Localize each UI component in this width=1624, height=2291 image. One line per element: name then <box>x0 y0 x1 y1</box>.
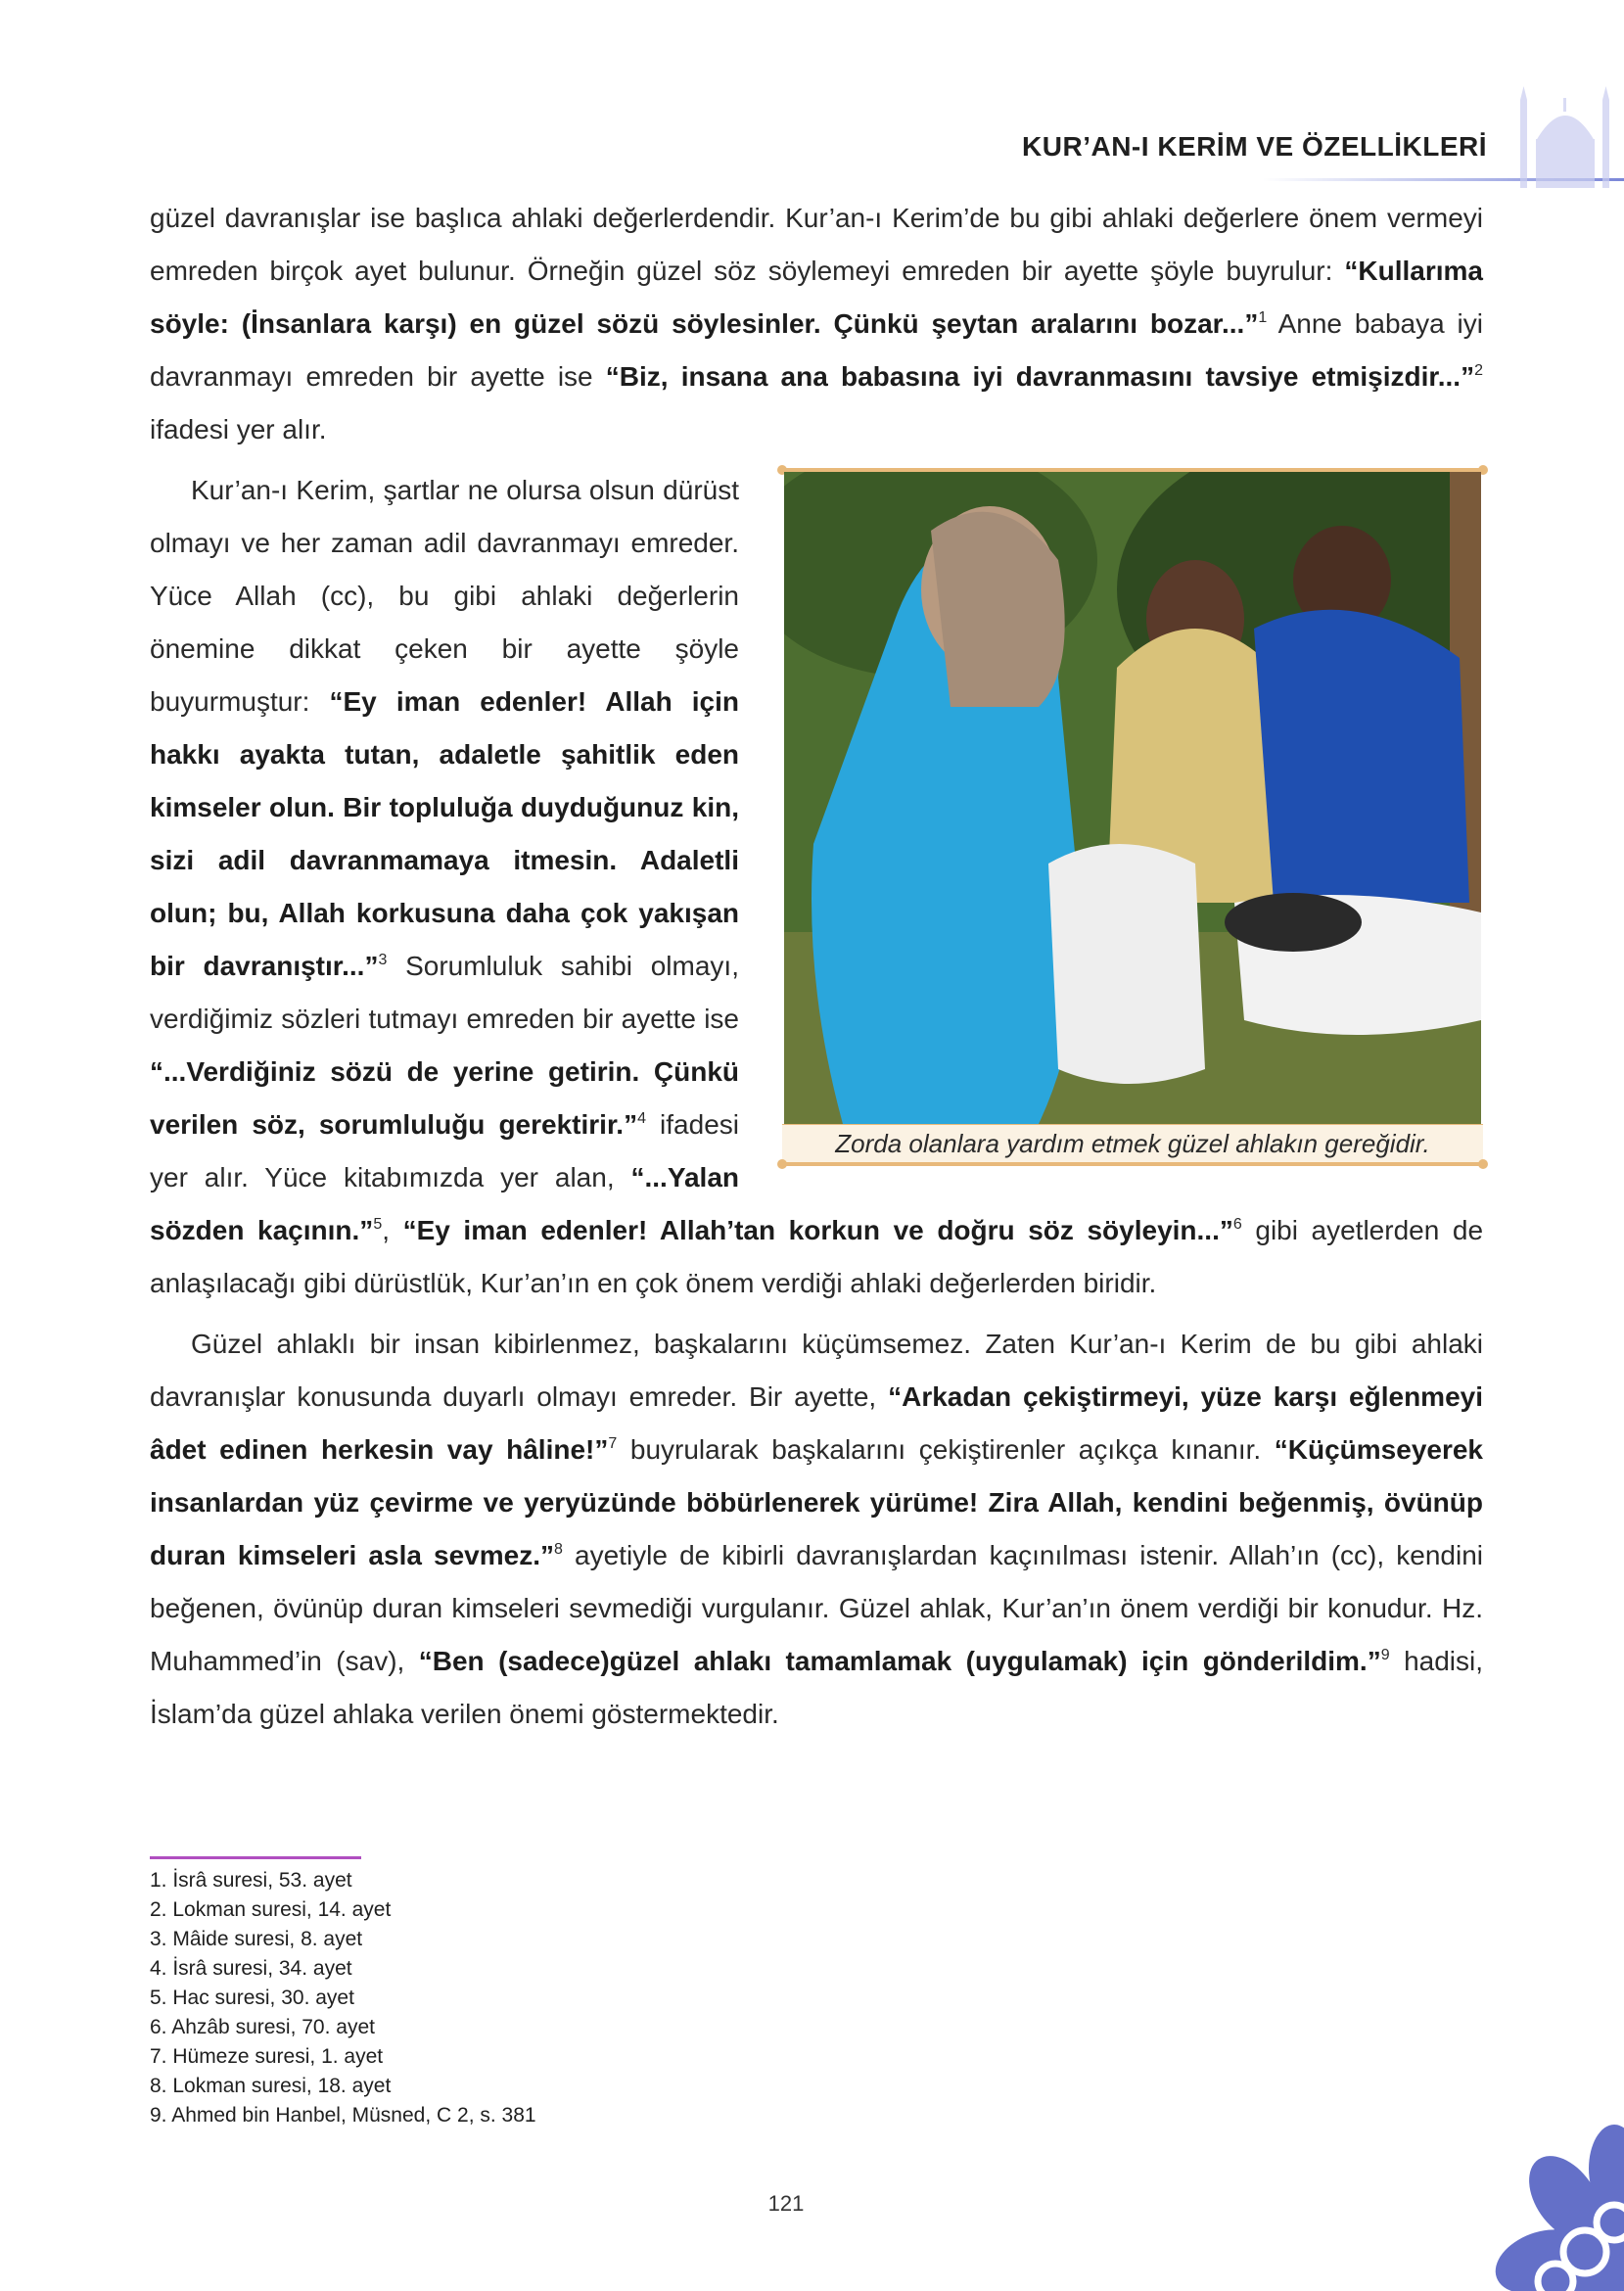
quote-7: “Arkadan çekiştirmeyi, yüze karşı eğlenmeyi âdet edinen herkesin vay hâline!” <box>150 1381 1483 1465</box>
quote-4: “...Verdiğiniz sözü de yerine getirin. Çünkü verilen söz, sorumluluğu gerektirir.” <box>150 1056 739 1140</box>
footnotes <box>150 1866 536 2130</box>
quote-5: “...Yalan sözden kaçının.” <box>150 1162 739 1245</box>
footnote-ref-7[interactable]: 7 <box>608 1435 618 1452</box>
quote-1: “Kullarıma söyle: (İnsanlara karşı) en güzel sözü söylesinler. Çünkü şeytan aralarını bozar...” <box>150 256 1483 339</box>
footnote-ref-1[interactable]: 1 <box>1258 309 1268 326</box>
photo <box>784 472 1481 1124</box>
footnote-item: 9. Ahmed bin Hanbel, Müsned, C 2, s. 381 <box>150 2104 536 2127</box>
figure-caption: Zorda olanlara yardım etmek güzel ahlakın gereğidir. <box>782 1124 1483 1162</box>
quote-6: “Ey iman edenler! Allah’tan korkun ve doğru söz söyleyin...” <box>402 1215 1233 1245</box>
footnote-ref-4[interactable]: 4 <box>637 1110 646 1127</box>
quote-2: “Biz, insana ana babasına iyi davranmasını tavsiye etmişizdir...” <box>605 361 1475 392</box>
photo-illustration <box>784 472 1481 1124</box>
footnote-item: 7. Hümeze suresi, 1. ayet <box>150 2045 384 2068</box>
figure <box>782 468 1483 1166</box>
footnote-rule <box>150 1856 361 1859</box>
footnote-item: 1. İsrâ suresi, 53. ayet <box>150 1869 352 1892</box>
footnote-item: 4. İsrâ suresi, 34. ayet <box>150 1957 352 1980</box>
corner-dot <box>1478 1159 1488 1169</box>
mosque-silhouette-icon <box>1507 80 1624 188</box>
footnote-ref-6[interactable]: 6 <box>1232 1216 1242 1233</box>
chapter-title: KUR’AN-I KERİM VE ÖZELLİKLERİ <box>1022 131 1487 162</box>
footnote-ref-3[interactable]: 3 <box>378 952 388 968</box>
footnote-ref-9[interactable]: 9 <box>1380 1647 1390 1663</box>
footnote-item: 3. Mâide suresi, 8. ayet <box>150 1928 363 1950</box>
paragraph-1: güzel davranışlar ise başlıca ahlaki değerlerdendir. Kur’an-ı Kerim’de bu gibi ahlaki değerlere önem vermeyi emreden birçok ayet bulunur. Örneğin güzel söz söylemeyi emreden bir ayette şöyle buyrulur: “Kullarıma söyle: (İnsanlara karşı) en güzel sözü söylesinler. Çünkü şeytan aralarını bozar...”$^1$ Anne babaya iyi davranmayı emreden bir ayette ise “Biz, insana ana babasına iyi davranmasını tavsiye etmişizdir...”$^2$ ifadesi yer alır. <box>150 203 1483 444</box>
decorative-flower-icon <box>1448 2115 1624 2291</box>
quote-3: “Ey iman edenler! Allah için hakkı ayakta tutan, adaletle şahitlik eden kimseler olun. Bir topluluğa duyduğunuz kin, sizi adil davranmamaya itmesin. Adaletli olun; bu, Allah korkusuna daha çok yakışan bir davranıştır...” <box>150 686 740 981</box>
footnote-item: 5. Hac suresi, 30. ayet <box>150 1987 354 2009</box>
footnote-item: 2. Lokman suresi, 14. ayet <box>150 1898 392 1921</box>
page-number: 121 <box>767 2191 805 2216</box>
footnote-item: 8. Lokman suresi, 18. ayet <box>150 2075 392 2097</box>
footnote-ref-2[interactable]: 2 <box>1474 362 1483 379</box>
corner-dot <box>777 1159 787 1169</box>
footnote-item: 6. Ahzâb suresi, 70. ayet <box>150 2016 375 2038</box>
footnote-ref-5[interactable]: 5 <box>373 1216 383 1233</box>
paragraph-3: Güzel ahlaklı bir insan kibirlenmez, başkalarını küçümsemez. Zaten Kur’an-ı Kerim de bu gibi ahlaki davranışlar konusunda duyarlı olmayı emreder. Bir ayette, “Arkadan çekiştirmeyi, yüze karşı eğlenmeyi âdet edinen herkesin vay hâline!”$^7$ buyrularak başkalarını çekiştirenler açıkça kınanır. “Küçümseyerek insanlardan yüz çevirme ve yeryüzünde böbürlenerek yürüme! Zira Allah, kendini beğenmiş, övünüp duran kimseleri asla sevmez.”$^8$ ayetiyle de kibirli davranışlardan kaçınılması istenir. Allah’ın (cc), kendini beğenen, övünüp duran kimseleri sevmediği vurgulanır. Güzel ahlak, Kur’an’ın önem verdiği bir konudur. Hz. Muhammed’in (sav), “Ben (sadece)güzel ahlakı tamamlamak (uygulamak) için gönderildim.”$^9$ hadisi, İslam’da güzel ahlaka verilen önemi göstermektedir. <box>150 1329 1484 1729</box>
quote-8: “Küçümseyerek insanlardan yüz çevirme ve yeryüzünde böbürlenerek yürüme! Zira Allah, kendini beğenmiş, övünüp duran kimseleri asla sevmez.” <box>150 1434 1484 1570</box>
paragraph-2: Kur’an-ı Kerim, şartlar ne olursa olsun dürüst olmayı ve her zaman adil davranmayı emreder. Yüce Allah (cc), bu gibi ahlaki değerlerin önemine dikkat çeken bir ayette şöyle buyurmuştur: “Ey iman edenler! Allah için hakkı ayakta tutan, adaletle şahitlik eden kimseler olun. Bir topluluğa duyduğunuz kin, sizi adil davranmamaya itmesin. Adaletli olun; bu, Allah korkusuna daha çok yakışan bir davranıştır...”$^3$ Sorumluluk sahibi olmayı, verdiğimiz sözleri tutmayı emreden bir ayette ise “...Verdiğiniz sözü de yerine getirin. Çünkü verilen söz, sorumluluğu gerektirir.”$^4$ ifadesi yer alır. Yüce kitabımızda yer alan, “...Yalan sözden kaçının.”$^5$, “Ey iman edenler! Allah’tan korkun ve doğru söz söyleyin...”$^6$ gibi ayetlerden de anlaşılacağı gibi dürüstlük, Kur’an’ın en çok önem verdiği ahlaki değerlerden biridir. <box>150 475 1484 1298</box>
footnote-ref-8[interactable]: 8 <box>554 1541 563 1558</box>
quote-9: “Ben (sadece)güzel ahlakı tamamlamak (uygulamak) için gönderildim.” <box>418 1646 1381 1676</box>
main-text <box>150 192 1483 1741</box>
